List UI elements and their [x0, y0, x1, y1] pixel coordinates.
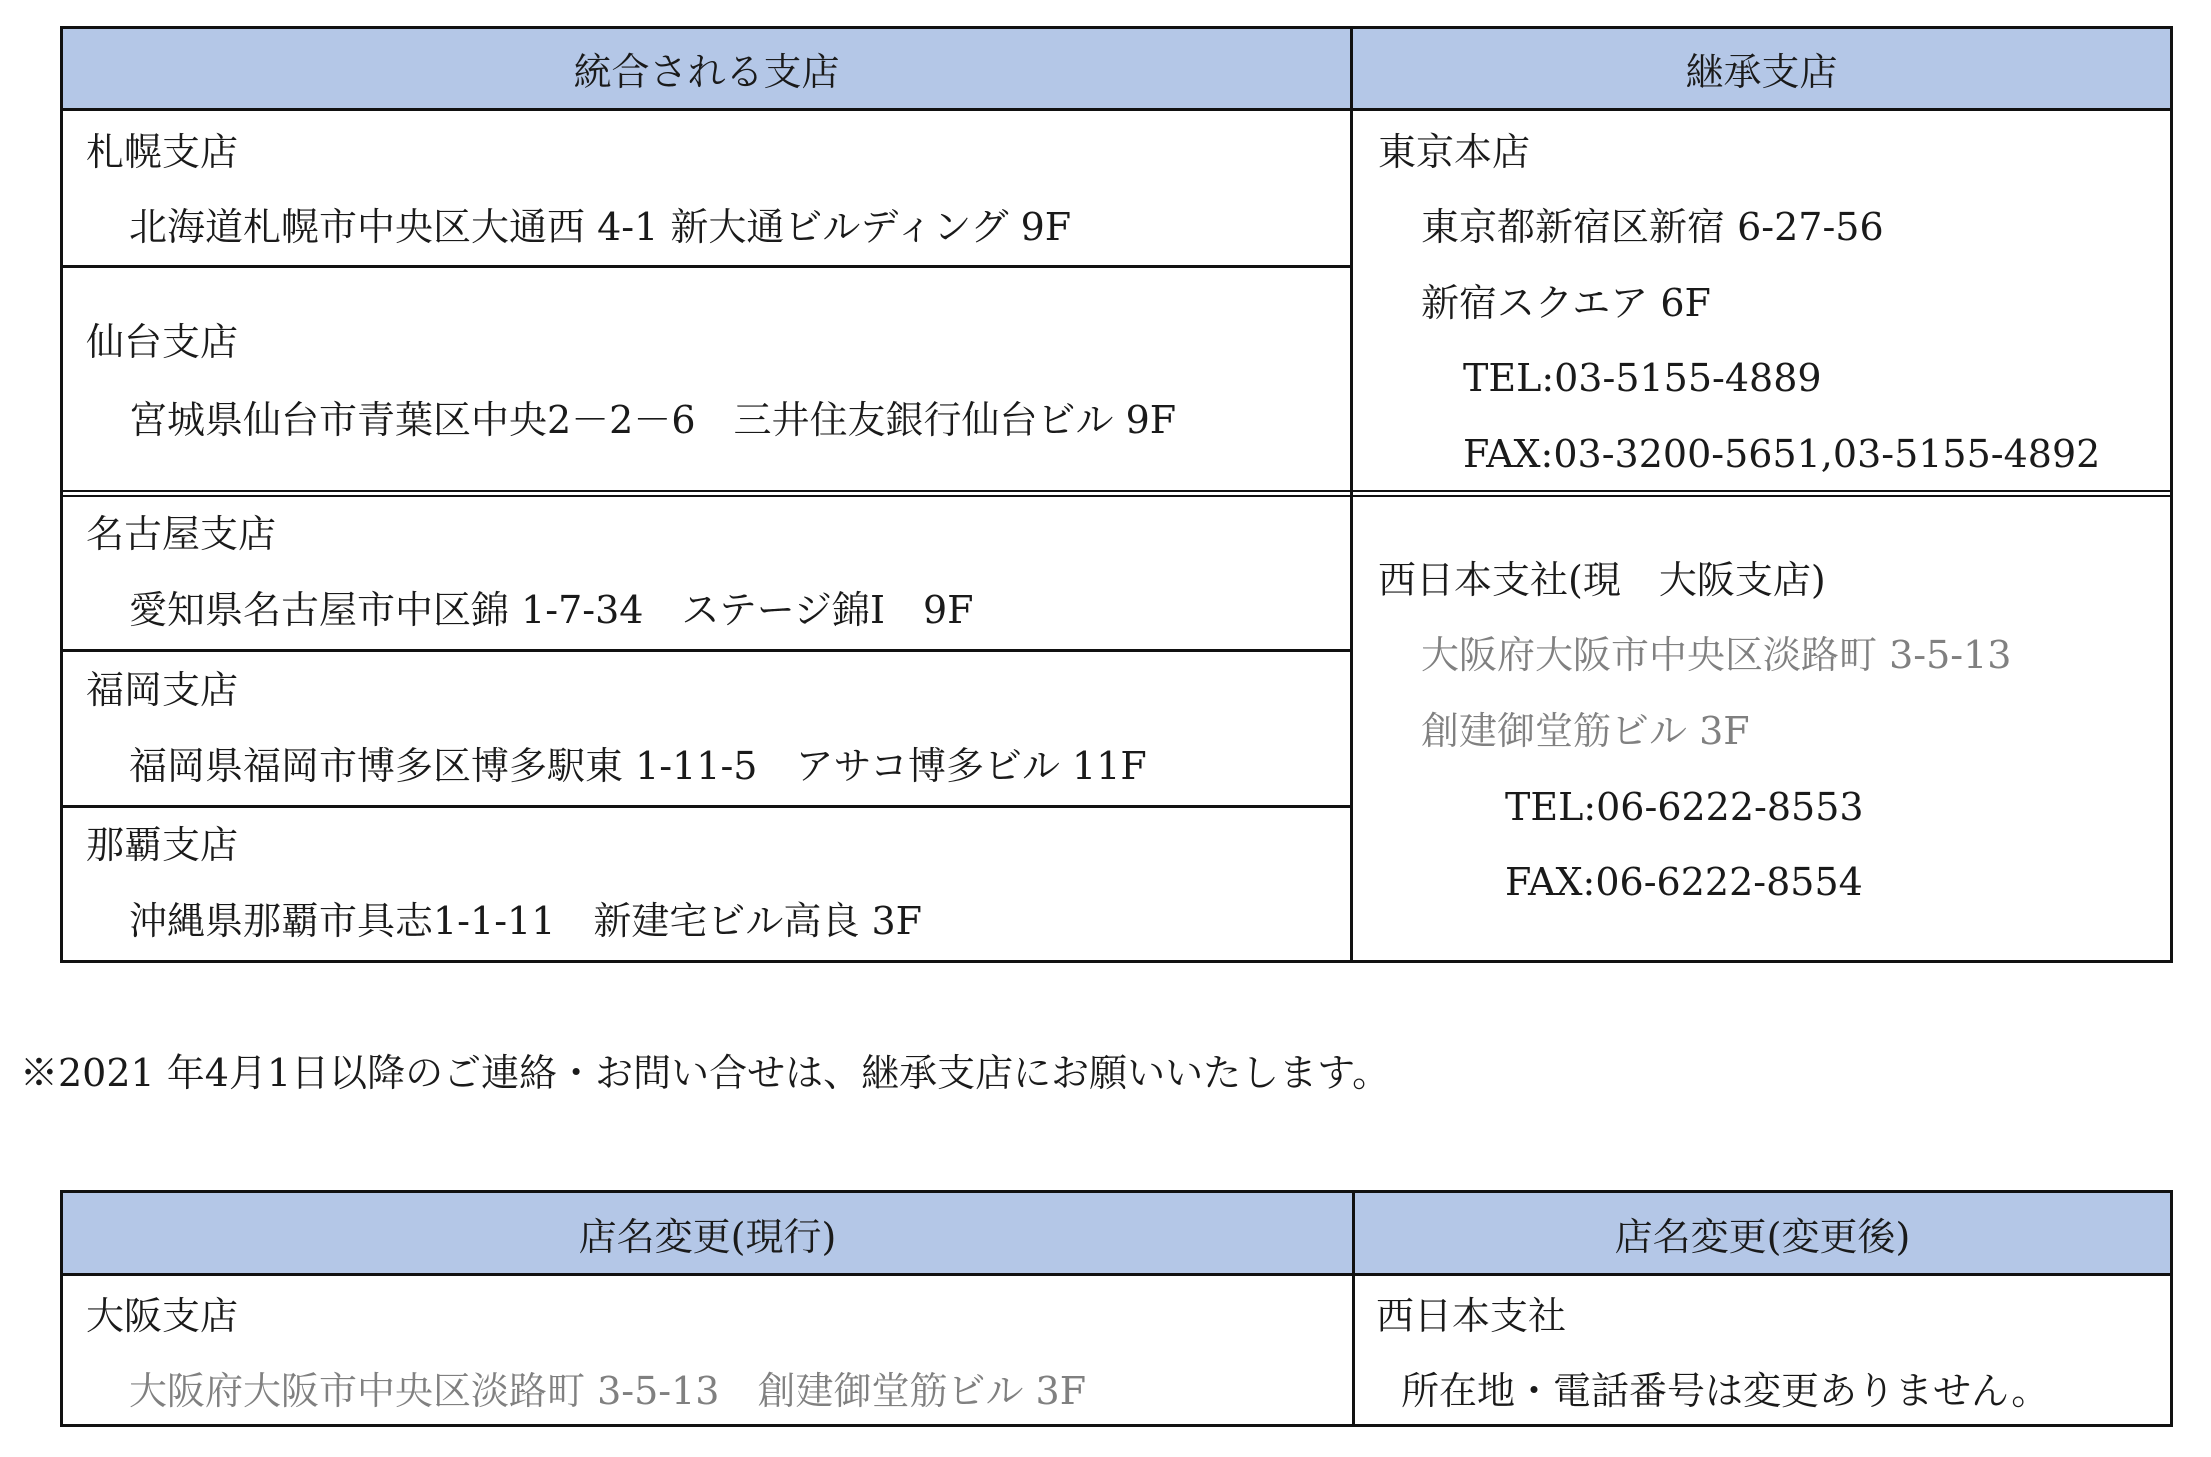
column-divider [1352, 1193, 1355, 1424]
row-divider [63, 649, 1350, 652]
branch-name: 西日本支社(現 大阪支店) [1378, 558, 1826, 602]
branch-name: 札幌支店 [86, 130, 239, 174]
header-merged-branches: 統合される支店 [63, 29, 1350, 108]
branch-name: 那覇支店 [86, 823, 239, 867]
contact-note: ※2021 年4月1日以降のご連絡・お問い合せは、継承支店にお願いいたします。 [20, 1051, 1391, 1095]
branch-tel: TEL:06-6222-8553 [1505, 785, 1864, 829]
group-divider-bottom [63, 495, 2170, 497]
branch-tel: TEL:03-5155-4889 [1463, 356, 1822, 400]
branch-name: 福岡支店 [86, 668, 239, 712]
branch-address: 大阪府大阪市中央区淡路町 3-5-13 創建御堂筋ビル 3F [129, 1369, 1087, 1413]
header-divider [63, 1273, 2170, 1276]
branch-address: 大阪府大阪市中央区淡路町 3-5-13 [1421, 633, 2012, 677]
branch-address: 沖縄県那覇市具志1-1-11 新建宅ビル高良 3F [129, 899, 923, 943]
header-new-name: 店名変更(変更後) [1355, 1193, 2170, 1273]
branch-address: 北海道札幌市中央区大通西 4-1 新大通ビルディング 9F [129, 205, 1072, 249]
branch-address: 愛知県名古屋市中区錦 1-7-34 ステージ錦Ⅰ 9F [129, 588, 974, 632]
branch-name: 仙台支店 [86, 320, 239, 364]
branch-fax: FAX:03-3200-5651,03-5155-4892 [1463, 432, 2101, 476]
branch-merge-table [60, 26, 2173, 963]
branch-fax: FAX:06-6222-8554 [1505, 860, 1863, 904]
branch-name: 東京本店 [1378, 130, 1531, 174]
row-divider [63, 265, 1350, 268]
branch-address: 宮城県仙台市青葉区中央2－2－6 三井住友銀行仙台ビル 9F [129, 398, 1177, 442]
header-current-name: 店名変更(現行) [63, 1193, 1352, 1273]
branch-name: 大阪支店 [86, 1294, 239, 1338]
change-detail: 所在地・電話番号は変更ありません。 [1401, 1369, 2050, 1413]
header-divider [63, 108, 2170, 111]
branch-name: 名古屋支店 [86, 512, 277, 556]
branch-address: 東京都新宿区新宿 6-27-56 [1421, 205, 1884, 249]
branch-address: 福岡県福岡市博多区博多駅東 1-11-5 アサコ博多ビル 11F [129, 744, 1147, 788]
branch-name: 西日本支社 [1376, 1294, 1567, 1338]
header-successor-branch: 継承支店 [1353, 29, 2170, 108]
group-divider-top [63, 490, 2170, 492]
branch-building: 創建御堂筋ビル 3F [1421, 709, 1750, 753]
branch-rename-table [60, 1190, 2173, 1427]
row-divider [63, 805, 1350, 808]
branch-building: 新宿スクエア 6F [1421, 281, 1711, 325]
